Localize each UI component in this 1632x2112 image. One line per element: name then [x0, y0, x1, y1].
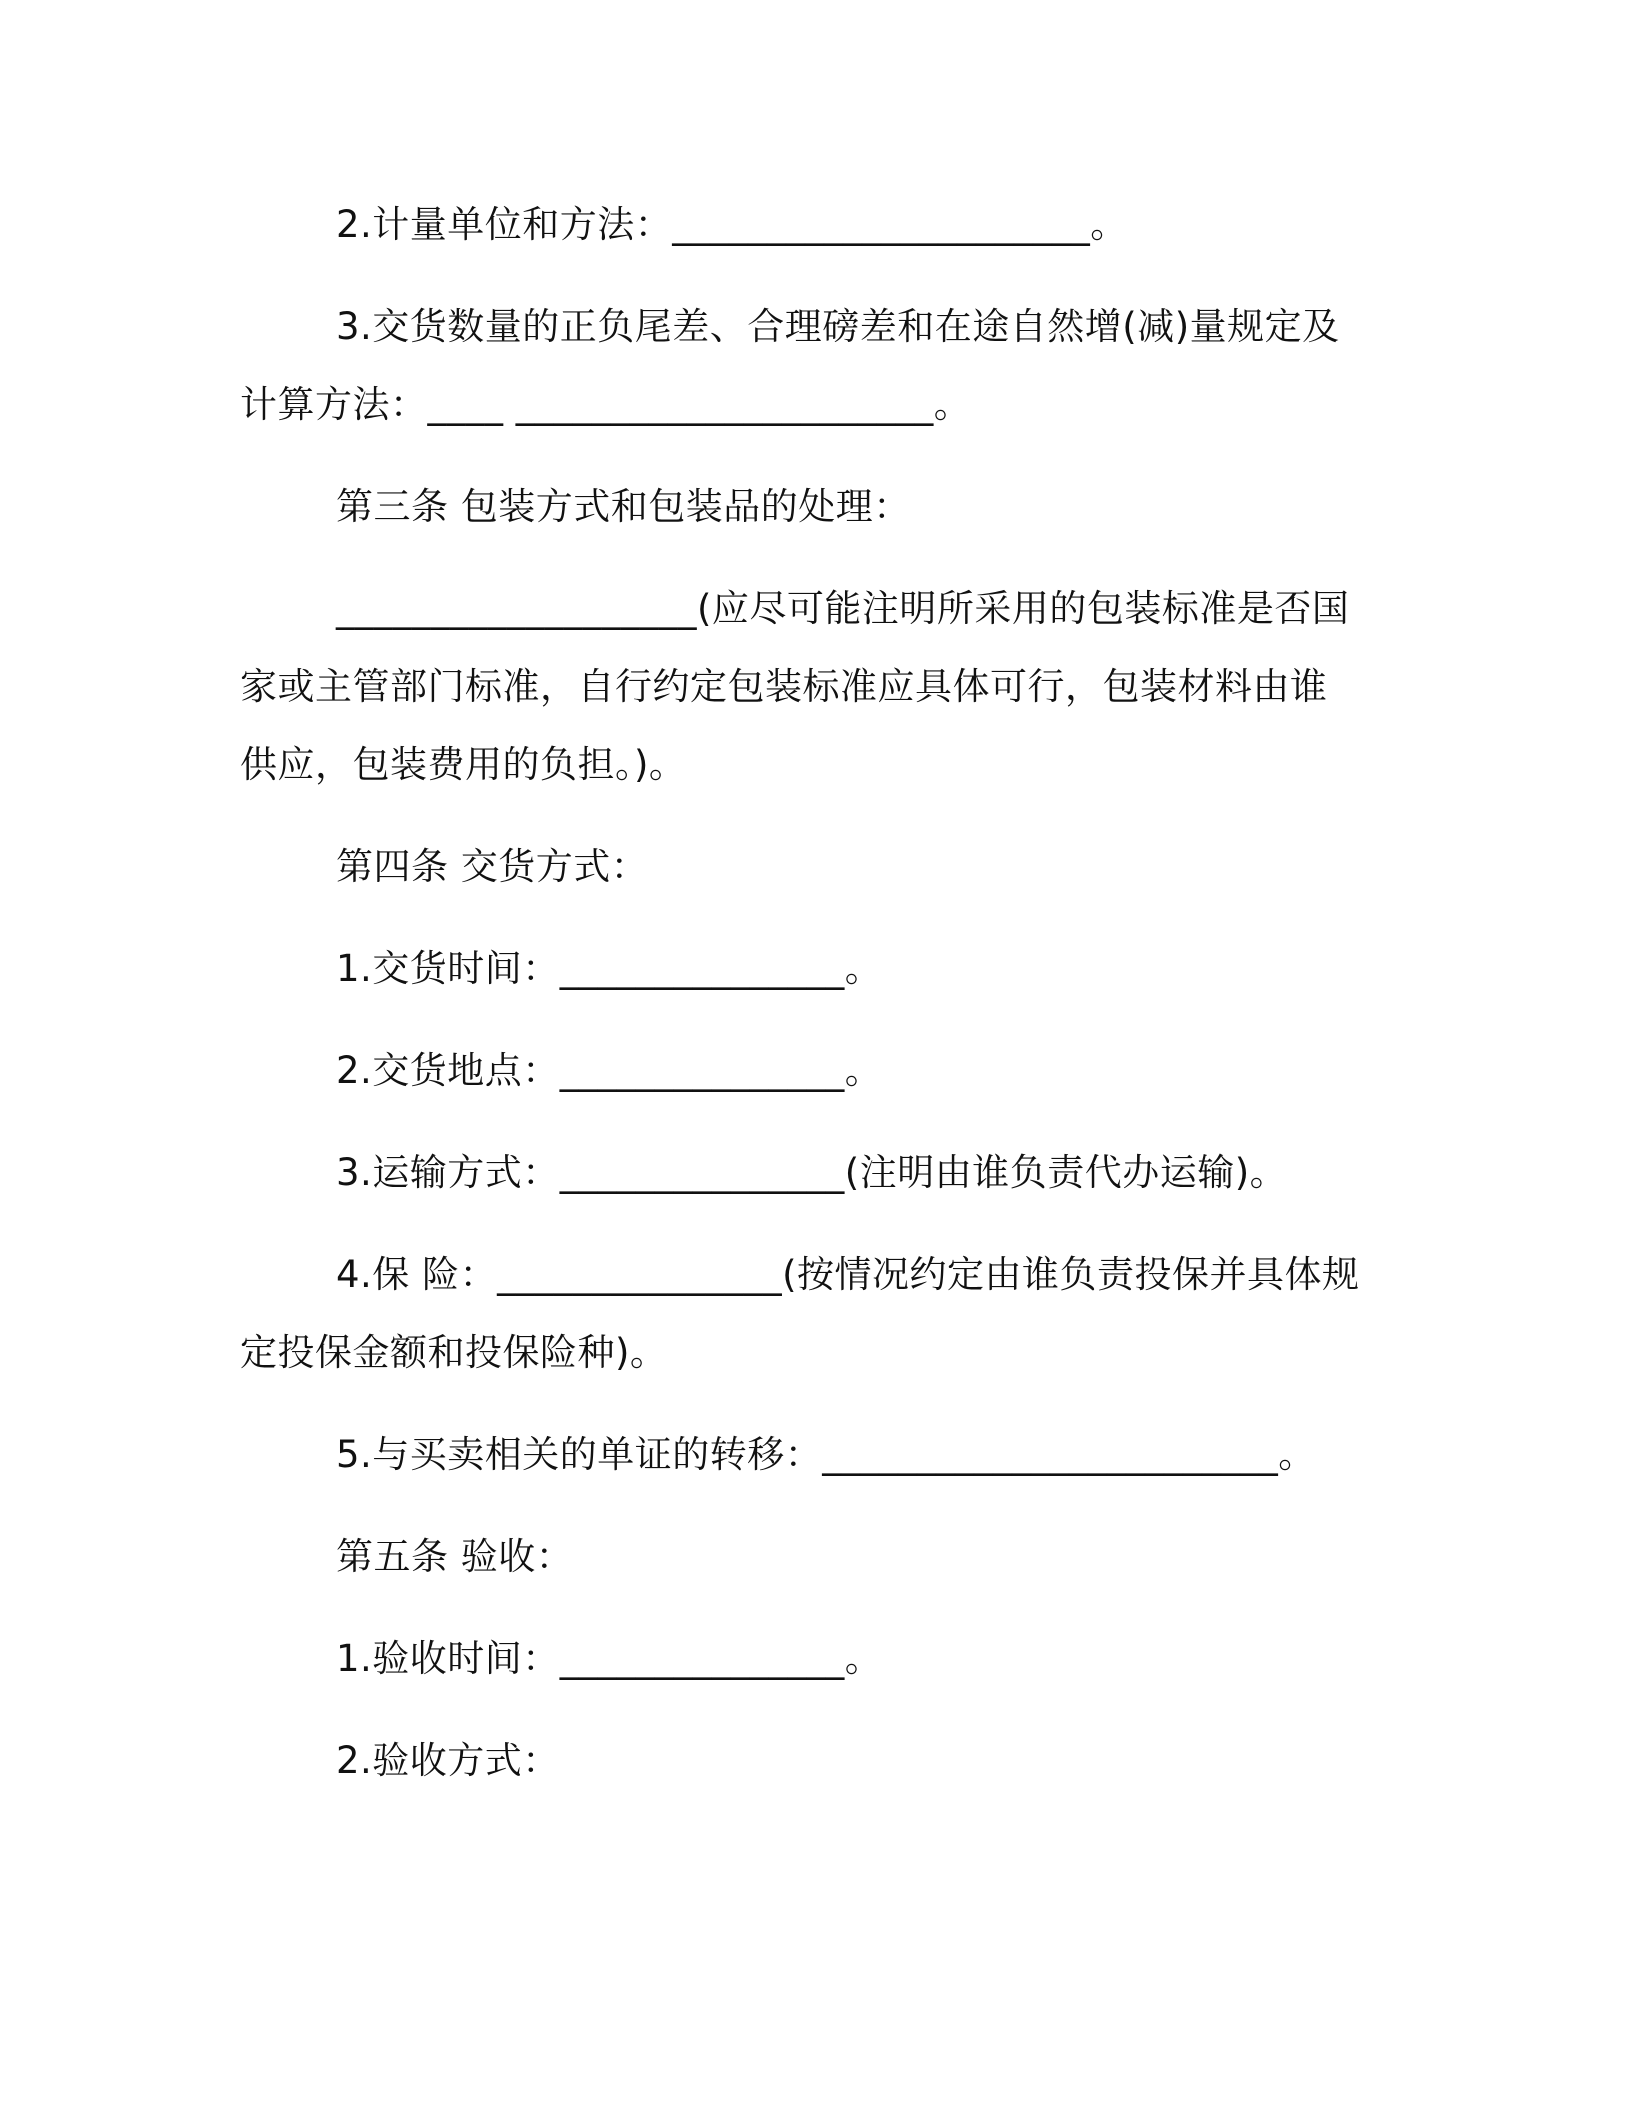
clause-inspection-method: 2.验收方式： — [336, 1739, 560, 1782]
article-four-heading: 第四条 交货方式： — [336, 845, 649, 888]
article-five-heading: 第五条 验收： — [336, 1535, 574, 1578]
clause-document-transfer: 5.与买卖相关的单证的转移：________________________。 — [336, 1433, 1316, 1476]
clause-insurance: 4.保 险：_______________(按情况约定由谁负责投保并具体规定投保金额和投保险种)。 — [240, 1253, 1360, 1374]
clause-quantity-tolerance: 3.交货数量的正负尾差、合理磅差和在途自然增(减)量规定及计算方法：____ ______________________。 — [240, 305, 1340, 426]
clause-inspection-time: 1.验收时间：_______________。 — [336, 1637, 883, 1680]
clause-measurement-unit: 2.计量单位和方法：______________________。 — [336, 203, 1128, 246]
clause-delivery-time: 1.交货时间：_______________。 — [336, 947, 883, 990]
clause-transport-method: 3.运输方式：_______________(注明由谁负责代办运输)。 — [336, 1151, 1288, 1194]
clause-delivery-location: 2.交货地点：_______________。 — [336, 1049, 883, 1092]
clause-packaging-standard: ___________________(应尽可能注明所采用的包装标准是否国家或主管部门标准，自行约定包装标准应具体可行，包装材料由谁供应，包装费用的负担。)。 — [240, 587, 1350, 786]
article-three-heading: 第三条 包装方式和包装品的处理： — [336, 485, 911, 528]
document-body — [240, 186, 1360, 1800]
